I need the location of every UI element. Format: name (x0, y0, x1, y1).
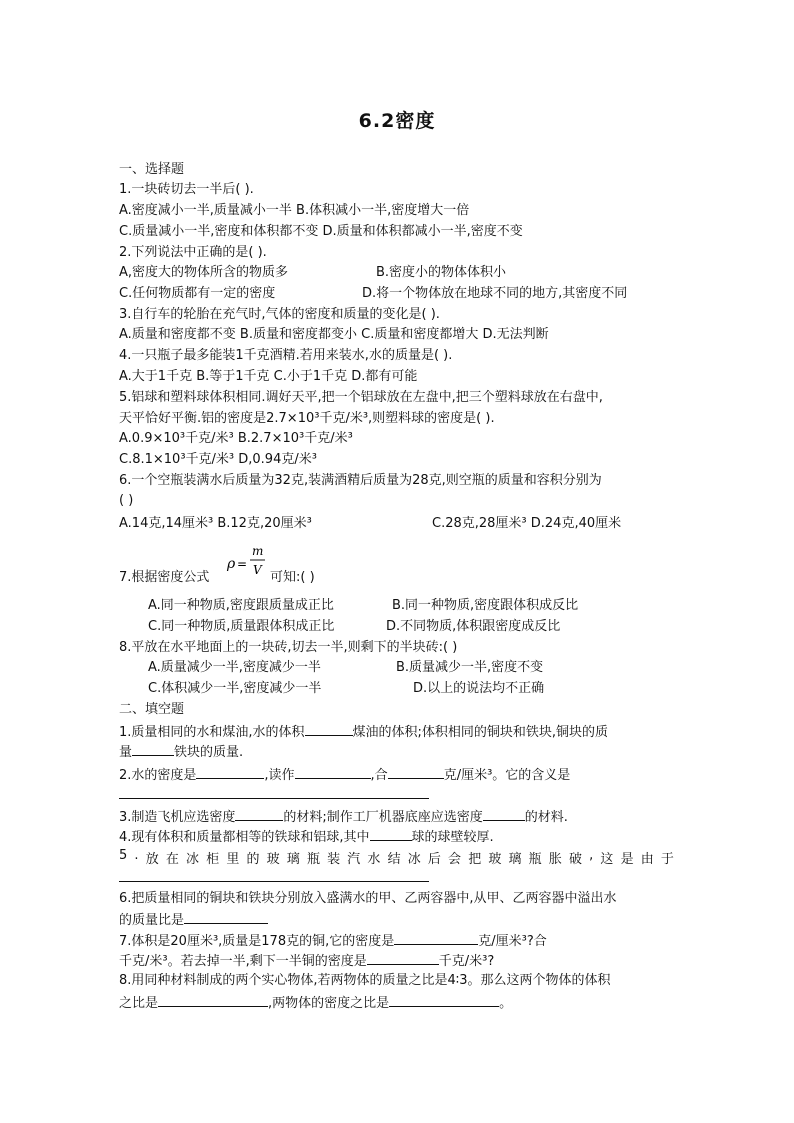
fill-1-text-b: 煤油的体积;体积相同的铜块和铁块,铜块的质 (352, 725, 609, 740)
fill-8-text-b: 之比是 (119, 996, 159, 1011)
question-3-options: A.质量和密度都不变 B.质量和密度都变小 C.质量和密度都增大 D.无法判断 (119, 327, 549, 342)
fill-8-line-1: 8.用同种材料制成的两个实心物体,若两物体的质量之比是4∶3。那么这两个物体的体积 (119, 973, 611, 988)
question-2-option-c: C.任何物质都有一定的密度 (119, 286, 276, 301)
question-5-line-2: 天平恰好平衡.铝的密度是2.7×10³千克/米³,则塑料球的密度是( ). (119, 411, 495, 426)
question-8: 8.平放在水平地面上的一块砖,切去一半,则剩下的半块砖:( ) (119, 640, 458, 655)
question-1-options-ab: A.密度减小一半,质量减小一半 B.体积减小一半,密度增大一倍 (119, 203, 470, 218)
fill-7-text-b: 克/厘米³?合 (478, 934, 547, 949)
fill-2-text-c: ,合 (370, 768, 388, 783)
density-formula-graphic (225, 544, 269, 580)
fill-5-char: 会 (448, 852, 462, 867)
question-8-option-a: A.质量减少一半,密度减少一半 (148, 660, 321, 675)
fill-5-char: 璃 (286, 852, 300, 867)
fill-6-blank[interactable] (184, 909, 268, 924)
fill-5-char: 装 (327, 852, 341, 867)
fill-5-char: 结 (387, 852, 401, 867)
fill-3-blank-1[interactable] (235, 806, 283, 821)
fill-1-text-a: 1.质量相同的水和煤油,水的体积 (119, 725, 305, 740)
fill-4-line (119, 826, 494, 848)
question-6-line-2: ( ) (119, 493, 134, 508)
fill-5-char: 水 (367, 852, 381, 867)
question-8-option-c: C.体积减少一半,密度减少一半 (148, 681, 322, 696)
question-2: 2.下列说法中正确的是( ). (119, 245, 267, 260)
fill-2-blank-3[interactable] (388, 764, 444, 779)
fill-7-text-a: 7.体积是20厘米³,质量是178克的铜,它的密度是 (119, 934, 395, 949)
question-7-option-d: D.不同物质,体积跟密度成反比 (386, 619, 561, 634)
fill-3-text-c: 的材料. (524, 810, 568, 825)
question-6-options-ab: A.14克,14厘米³ B.12克,20厘米³ (119, 516, 312, 531)
fill-1-line-2 (119, 741, 243, 763)
fill-3-blank-2[interactable] (483, 806, 525, 821)
fill-5-char: 胀 (548, 852, 562, 867)
section-choice-heading: 一、选择题 (119, 162, 185, 177)
fill-7-blank-2[interactable] (367, 950, 439, 965)
fill-5-char: 由 (640, 852, 654, 867)
fill-5-char: 汽 (347, 852, 361, 867)
fill-3-text-b: 的材料;制作工厂机器底座应选密度 (283, 810, 483, 825)
fill-8-text-d: 。 (499, 996, 513, 1011)
question-6-line-1: 6.一个空瓶装满水后质量为32克,装满酒精后质量为28克,则空瓶的质量和容积分别为 (119, 473, 602, 488)
fill-6-line-2 (119, 909, 268, 931)
fill-2-answer-line[interactable] (119, 798, 429, 799)
question-8-option-b: B.质量减少一半,密度不变 (396, 660, 544, 675)
fill-2-text-b: ,读作 (264, 768, 295, 783)
question-2-option-b: B.密度小的物体体积小 (376, 265, 507, 280)
fill-2-line (119, 764, 570, 786)
question-1-options-cd: C.质量减小一半,密度和体积都不变 D.质量和体积都减小一半,密度不变 (119, 224, 523, 239)
fill-5-char: 把 (468, 852, 482, 867)
formula-numerator-m: m (252, 544, 264, 558)
question-5-options-cd: C.8.1×10³千克/米³ D,0.94克/米³ (119, 452, 317, 467)
fill-5-char: 冰 (186, 852, 200, 867)
fill-1-blank-1[interactable] (305, 721, 353, 736)
question-1: 1.一块砖切去一半后( ). (119, 182, 254, 197)
question-8-option-d: D.以上的说法均不正确 (413, 681, 545, 696)
fill-7-text-c: 千克/米³。若去掉一半,剩下一半铜的密度是 (119, 954, 367, 969)
fill-1-text-d: 铁块的质量. (174, 745, 244, 760)
fill-5-char: 5 (119, 848, 128, 863)
fill-2-blank-2[interactable] (295, 764, 371, 779)
fill-8-blank-1[interactable] (158, 992, 268, 1007)
question-7-prefix: 7.根据密度公式 (119, 570, 210, 585)
fill-5-char: 瓶 (528, 852, 542, 867)
fill-1-blank-2[interactable] (132, 741, 174, 756)
fill-5-char: 里 (226, 852, 240, 867)
fill-5-char: 于 (660, 852, 674, 867)
fill-6-line-1: 6.把质量相同的铜块和铁块分别放入盛满水的甲、乙两容器中,从甲、乙两容器中溢出水 (119, 891, 617, 906)
formula-rho: ρ (227, 556, 236, 572)
fill-1-text-c: 量 (119, 745, 133, 760)
section-fill-heading: 二、填空题 (119, 702, 185, 717)
fill-5-answer-line[interactable] (119, 881, 429, 882)
fill-7-line-1 (119, 930, 547, 952)
fill-3-text-a: 3.制造飞机应选密度 (119, 810, 236, 825)
fill-5-line (119, 848, 674, 867)
fill-5-char: 璃 (508, 852, 522, 867)
fill-7-line-2 (119, 950, 494, 972)
question-5-options-ab: A.0.9×10³千克/米³ B.2.7×10³千克/米³ (119, 431, 353, 446)
question-7-option-b: B.同一种物质,密度跟体积成反比 (392, 598, 579, 613)
question-4: 4.一只瓶子最多能装1千克酒精.若用来装水,水的质量是( ). (119, 348, 453, 363)
fill-5-char: 在 (165, 852, 179, 867)
question-7-option-c: C.同一种物质,质量跟体积成正比 (148, 619, 335, 634)
fill-8-line-2 (119, 992, 512, 1014)
fill-5-char: 瓶 (306, 852, 320, 867)
question-7-suffix: 可知:( ) (270, 570, 315, 585)
fill-5-char: 柜 (206, 852, 220, 867)
fill-7-text-d: 千克/米³? (438, 954, 495, 969)
fill-5-char: 后 (427, 852, 441, 867)
fill-5-char: 放 (145, 852, 159, 867)
page-title: 6.2密度 (358, 110, 436, 132)
fill-1-line-1 (119, 721, 608, 743)
fill-4-text-b: 球的球壁较厚. (411, 830, 494, 845)
fill-8-text-c: ,两物体的密度之比是 (268, 996, 390, 1011)
fill-5-char: 的 (246, 852, 260, 867)
fill-5-char: 玻 (266, 852, 280, 867)
fill-3-line (119, 806, 568, 828)
question-5-line-1: 5.铝球和塑料球体积相同.调好天平,把一个铝球放在左盘中,把三个塑料球放在右盘中, (119, 390, 603, 405)
fill-6-text-b: 的质量比是 (119, 913, 185, 928)
fill-5-char: 冰 (407, 852, 421, 867)
density-formula (225, 544, 269, 580)
question-7-option-a: A.同一种物质,密度跟质量成正比 (148, 598, 334, 613)
fill-5-char: 玻 (488, 852, 502, 867)
question-2-option-d: D.将一个物体放在地球不同的地方,其密度不同 (362, 286, 628, 301)
fill-4-blank[interactable] (370, 826, 412, 841)
formula-denominator-v: V (253, 563, 262, 577)
question-2-option-a: A,密度大的物体所含的物质多 (119, 265, 289, 280)
fill-4-text-a: 4.现有体积和质量都相等的铁球和铝球,其中 (119, 830, 370, 845)
question-3: 3.自行车的轮胎在充气时,气体的密度和质量的变化是( ). (119, 307, 440, 322)
fill-5-char: , (589, 848, 594, 863)
fill-7-blank-1[interactable] (394, 930, 478, 945)
fill-5-char: 破 (568, 852, 582, 867)
fill-8-blank-2[interactable] (389, 992, 499, 1007)
fill-5-char: 这 (600, 852, 614, 867)
question-4-options: A.大于1千克 B.等于1千克 C.小于1千克 D.都有可能 (119, 369, 418, 384)
question-6-options-cd: C.28克,28厘米³ D.24克,40厘米 (432, 516, 622, 531)
fill-5-char: . (134, 848, 139, 863)
fill-5-char: 是 (620, 852, 634, 867)
formula-equals: = (237, 557, 248, 571)
fill-2-blank-1[interactable] (196, 764, 264, 779)
fill-2-text-d: 克/厘米³。它的含义是 (443, 768, 571, 783)
fill-2-text-a: 2.水的密度是 (119, 768, 197, 783)
